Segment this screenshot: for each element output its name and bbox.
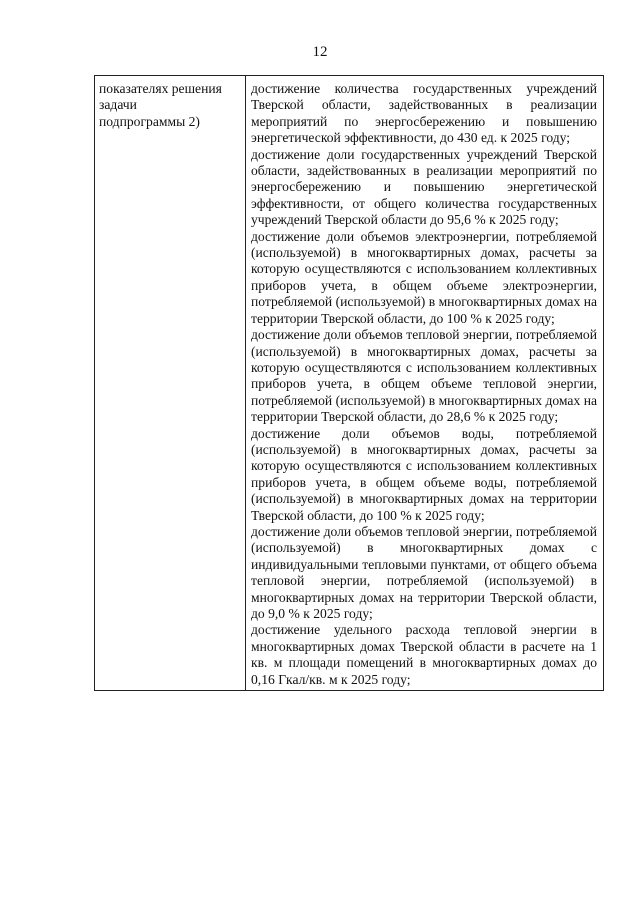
indicator-paragraph: достижение доли объемов электроэнергии, потребляемой (используемой) в многоквартирных домах, расчеты за которую осуществляются с использованием коллективных приборов учета, в общем объеме электроэнергии, потребляемой (используемой) в многоквартирных домах на территории Тверской области, до 100 % к 2025 году; [251,228,597,326]
indicator-label-line: показателях решения [99,81,222,96]
indicator-paragraph: достижение доли объемов воды, потребляемой (используемой) в многоквартирных домах, расчеты за которую осуществляются с использованием коллективных приборов учета, в общем объеме воды, потребляемой (используемой) в многоквартирных домах на территории Тверской области, до 100 % к 2025 году; [251,425,597,523]
indicator-label-cell [95,76,246,691]
indicators-table [94,75,604,691]
page-number: 12 [312,44,328,60]
indicator-label-line: задачи [99,97,137,113]
indicator-label-line: подпрограммы 2) [99,113,200,129]
indicator-paragraph: достижение доли объемов тепловой энергии, потребляемой (используемой) в многоквартирных домах, расчеты за которую осуществляются с использованием коллективных приборов учета, в общем объеме тепловой энергии, потребляемой (используемой) в многоквартирных домах на территории Тверской области, до 28,6 % к 2025 году; [251,327,597,425]
indicator-paragraph: достижение количества государственных учреждений Тверской области, задействованных в реализации мероприятий по энергосбережению и повышению энергетической эффективности, до 430 ед. к 2025 году; [251,81,597,146]
indicator-values-cell [246,76,604,691]
indicator-paragraph: достижение доли государственных учреждений Тверской области, задействованных в реализации мероприятий по энергосбережению и повышению энергетической эффективности, от общего количества государственных учреждений Тверской области до 95,6 % к 2025 году; [251,146,597,228]
table-row [95,76,604,691]
indicator-paragraph: достижение удельного расхода тепловой энергии в многоквартирных домах Тверской области в расчете на 1 кв. м площади помещений в многоквартирных домах до 0,16 Гкал/кв. м к 2025 году; [251,622,597,687]
indicator-paragraph: достижение доли объемов тепловой энергии, потребляемой (используемой) в многоквартирных домах с индивидуальными тепловыми пунктами, от общего объема тепловой энергии, потребляемой (используемой) в многоквартирных домах на территории Тверской области, до 9,0 % к 2025 году; [251,523,597,621]
